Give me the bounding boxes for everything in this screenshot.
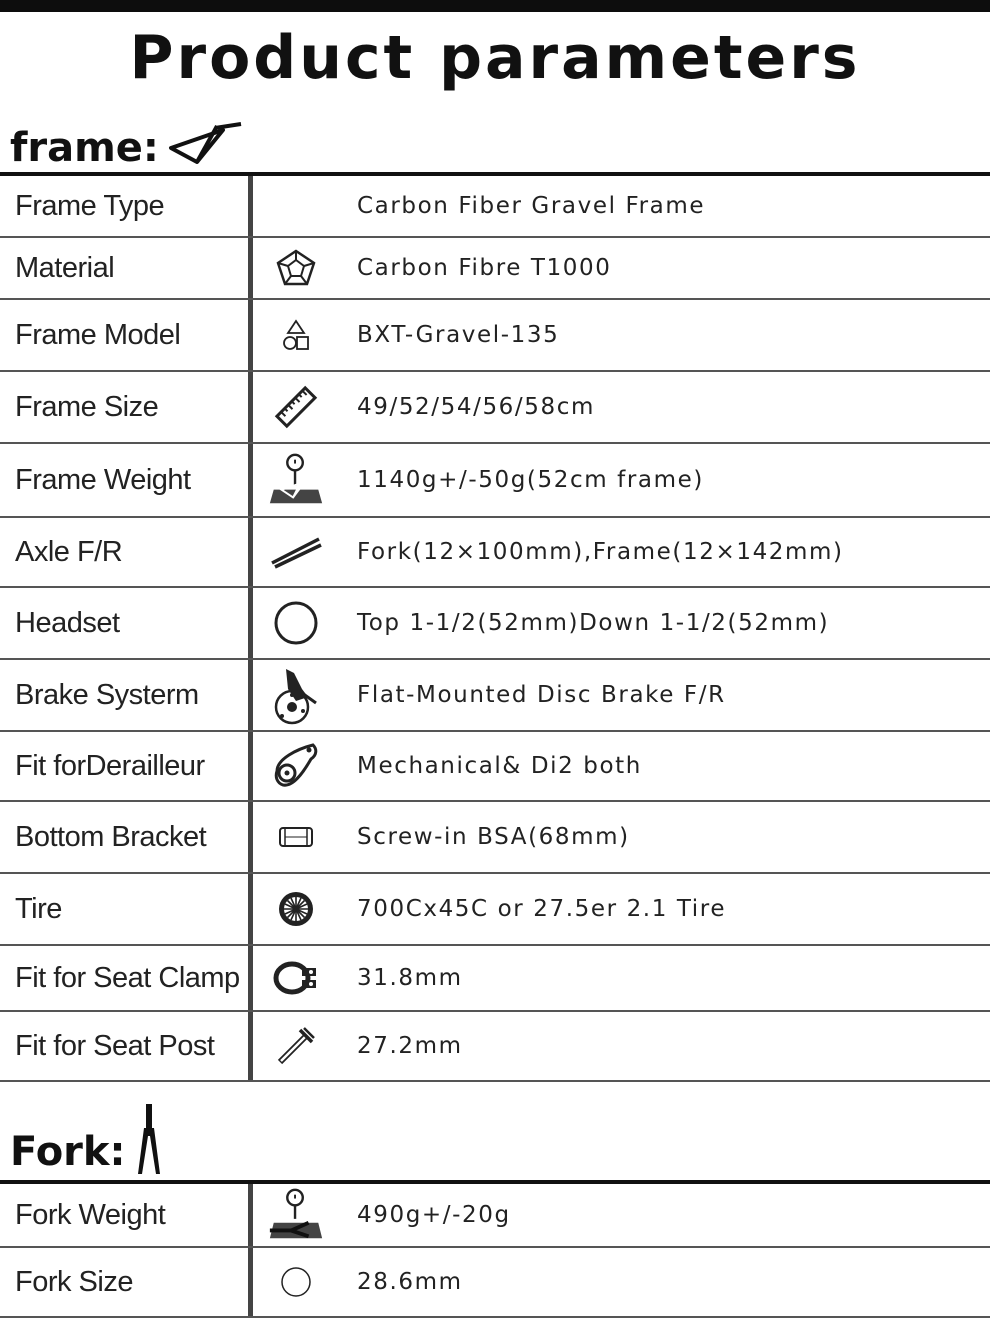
row-value: Carbon Fibre T1000	[357, 255, 612, 281]
table-row	[0, 1248, 990, 1318]
fork-icon	[134, 1102, 164, 1176]
row-key: Material	[15, 251, 115, 284]
row-key: Fork Weight	[15, 1198, 166, 1231]
row-key: Headset	[15, 606, 120, 639]
table-row	[0, 176, 990, 238]
table-row	[0, 946, 990, 1012]
table-row	[0, 300, 990, 372]
row-value: Flat-Mounted Disc Brake F/R	[357, 682, 726, 708]
frame-section-heading	[10, 122, 243, 170]
table-row	[0, 372, 990, 444]
row-key: Fork Size	[15, 1265, 133, 1298]
row-key: Frame Weight	[15, 463, 191, 496]
bottom-bracket-icon	[266, 802, 326, 872]
row-value: BXT-Gravel-135	[357, 322, 560, 348]
table-row	[0, 874, 990, 946]
table-row	[0, 518, 990, 588]
row-value: 27.2mm	[357, 1033, 463, 1059]
table-row	[0, 1184, 990, 1248]
pentagon-molecule-icon	[266, 238, 326, 298]
row-key: Frame Size	[15, 390, 159, 423]
frame-heading-label: frame:	[10, 125, 159, 171]
scale-frame-icon	[266, 444, 326, 516]
shapes-icon	[266, 300, 326, 370]
ring-icon	[266, 588, 326, 658]
row-value: Carbon Fiber Gravel Frame	[357, 193, 706, 219]
row-key: Fit forDerailleur	[15, 749, 205, 782]
table-row	[0, 1012, 990, 1082]
bike-frame-icon	[167, 122, 243, 166]
fork-section-heading	[10, 1102, 164, 1176]
row-key: Axle F/R	[15, 535, 123, 568]
row-value: Fork(12×100mm),Frame(12×142mm)	[357, 539, 844, 565]
row-key: Brake Systerm	[15, 678, 199, 711]
row-value: Screw-in BSA(68mm)	[357, 824, 630, 850]
row-value: 31.8mm	[357, 965, 463, 991]
ruler-icon	[266, 372, 326, 442]
disc-brake-icon	[266, 660, 326, 730]
row-key: Frame Model	[15, 318, 181, 351]
row-value: 28.6mm	[357, 1269, 463, 1295]
axle-icon	[266, 518, 326, 586]
row-key: Frame Type	[15, 189, 165, 222]
row-value: Top 1-1/2(52mm)Down 1-1/2(52mm)	[357, 610, 830, 636]
seat-post-icon	[266, 1012, 326, 1080]
row-value: Mechanical& Di2 both	[357, 753, 642, 779]
row-value: 1140g+/-50g(52cm frame)	[357, 467, 704, 493]
row-key: Bottom Bracket	[15, 820, 207, 853]
top-bar	[0, 0, 990, 12]
fork-heading-label: Fork:	[10, 1129, 126, 1175]
table-row	[0, 802, 990, 874]
row-key: Fit for Seat Post	[15, 1029, 215, 1062]
table-row	[0, 444, 990, 518]
table-row	[0, 732, 990, 802]
table-row	[0, 588, 990, 660]
circle-icon	[266, 1248, 326, 1316]
seat-clamp-icon	[266, 946, 326, 1010]
row-value: 700Cx45C or 27.5er 2.1 Tire	[357, 896, 727, 922]
row-key: Tire	[15, 892, 62, 925]
table-row	[0, 238, 990, 300]
row-value: 490g+/-20g	[357, 1202, 511, 1228]
table-row	[0, 660, 990, 732]
scale-fork-icon	[266, 1184, 326, 1246]
wheel-icon	[266, 874, 326, 944]
page-title: Product parameters	[129, 23, 861, 93]
row-key: Fit for Seat Clamp	[15, 961, 240, 994]
derailleur-icon	[266, 732, 326, 800]
row-value: 49/52/54/56/58cm	[357, 394, 595, 420]
